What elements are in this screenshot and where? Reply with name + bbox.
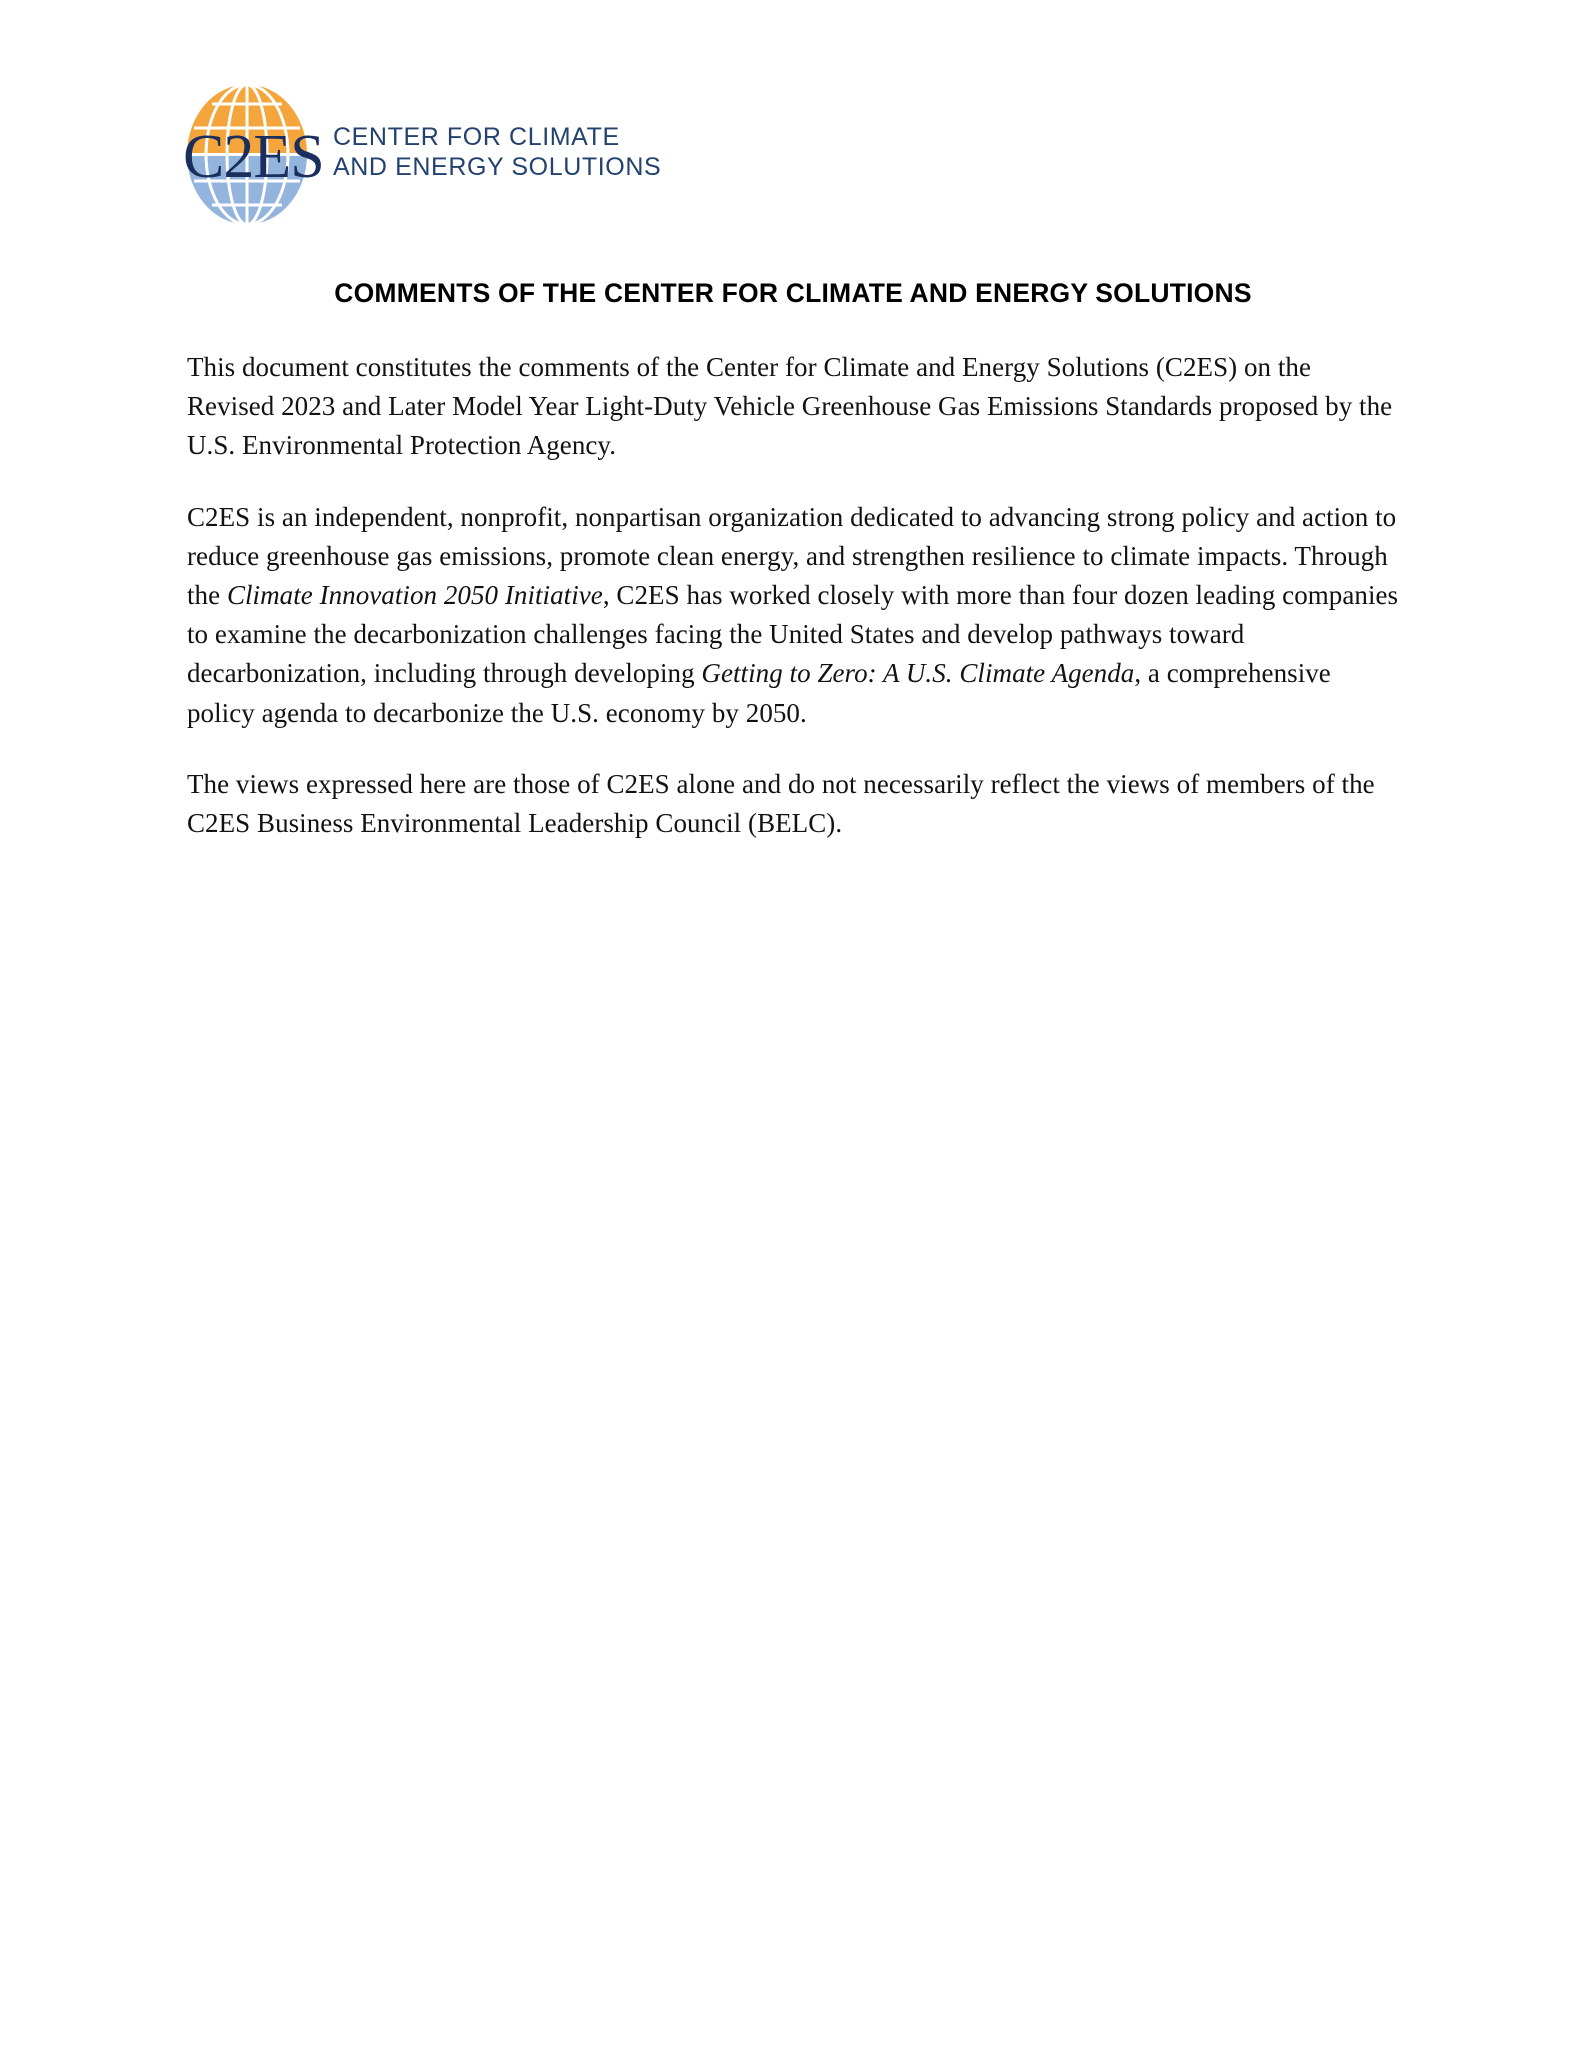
text-run: The views expressed here are those of C2ES alone and do not necessarily reflect the views of members of the C2ES Business Environmental Leadership Council (BELC). — [187, 768, 1375, 839]
logo-tagline-line1: CENTER FOR CLIMATE — [333, 123, 620, 151]
text-run: , C2ES has worked closely with more than four dozen leading companies to examine the decarbonization challenges facing the United States and develop pathways toward decarbonization, including through developing — [187, 580, 1399, 689]
logo-tagline — [333, 122, 661, 182]
italic-title-run: Getting to Zero: A U.S. Climate Agenda — [701, 658, 1135, 689]
paragraph-1 — [187, 348, 1399, 466]
italic-title-run: Climate Innovation 2050 Initiative — [226, 580, 603, 611]
logo-tagline-line2: AND ENERGY SOLUTIONS — [333, 153, 662, 181]
paragraph-2 — [187, 498, 1399, 733]
text-run: , a comprehensive policy agenda to decarbonize the U.S. economy by 2050. — [187, 658, 1331, 728]
text-run: C2ES is an independent, nonprofit, nonpartisan organization dedicated to advancing strong policy and action to reduce greenhouse gas emissions, promote clean energy, and strengthen resilience to climate impacts. Through the — [187, 501, 1397, 611]
logo-wordmark: C2ES — [183, 123, 324, 191]
paragraph-3 — [187, 765, 1399, 843]
c2es-logo — [178, 60, 878, 230]
page-title: COMMENTS OF THE CENTER FOR CLIMATE AND ENERGY SOLUTIONS — [334, 278, 1252, 308]
document-body — [187, 276, 1399, 843]
text-run: This document constitutes the comments of the Center for Climate and Energy Solutions (C2ES) on the Revised 2023 and Later Model Year Light-Duty Vehicle Greenhouse Gas Emissions Standards proposed by the U.S. Environmental Protection Agency. — [187, 352, 1393, 461]
